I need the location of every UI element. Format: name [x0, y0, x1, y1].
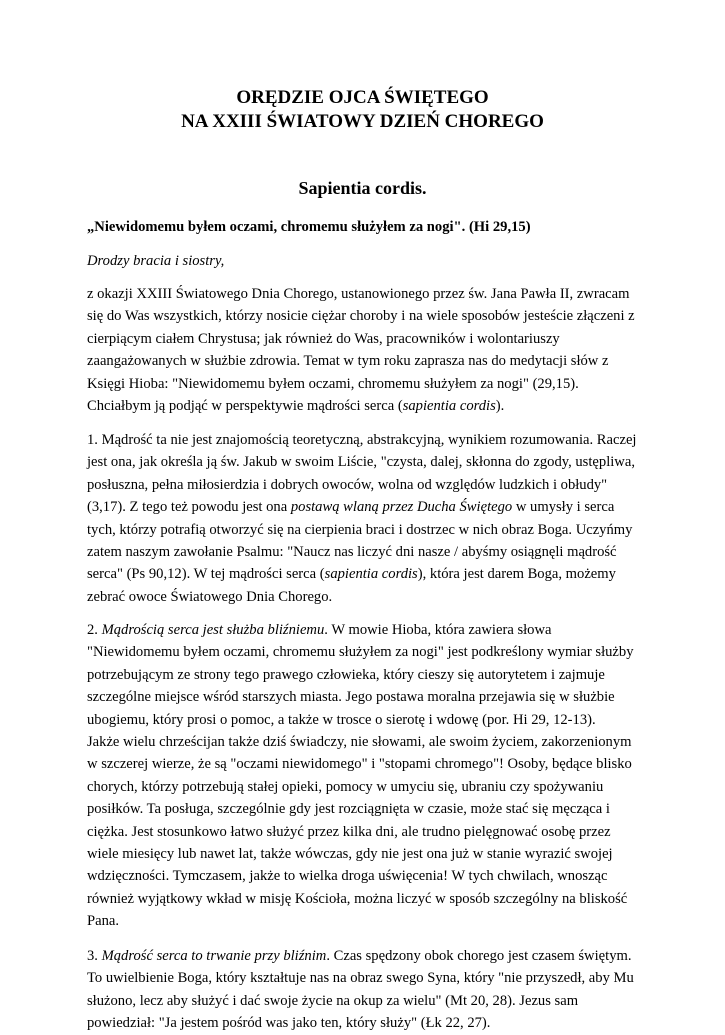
- text-span: 2.: [87, 622, 102, 638]
- text-span: ), która jest darem Boga, możemy: [417, 566, 616, 583]
- text-line: zaangażowanych w służbie zdrowia. Temat w tym roku zaprasza nas do medytacji słów z: [87, 353, 609, 370]
- text-line: wdzięczności. Tymczasem, jakże to wielka droga uświęcenia! W tych chwilach, wnosząc: [87, 868, 608, 885]
- italic-heading: Mądrością serca jest służba bliźniemu: [101, 622, 325, 638]
- text-line: się do Was wszystkich, którzy nosicie ciężar choroby i na wiele sposobów jesteście złączeni z: [87, 308, 635, 325]
- text-line: [87, 496, 647, 518]
- text-line: cierpiącym ciałem Chrystusa; jak również do Was, pracowników i wolontariuszy: [87, 330, 560, 347]
- text-span: serca" (Ps 90,12). W tej mądrości serca (: [87, 566, 325, 583]
- text-span: . W mowie Hioba, która zawiera słowa: [324, 622, 552, 638]
- text-line: [87, 563, 647, 585]
- text-line: służono, lecz aby służyć i dać swoje życie na okup za wielu" (Mt 20, 28). Jezus sam: [87, 992, 579, 1009]
- text-line: To uwielbienie Boga, który kształtuje nas na obraz swego Syna, który "nie przyszedł, aby Mu: [87, 970, 634, 987]
- text-span: Chciałbym ją podjąć w perspektywie mądrości serca (: [87, 397, 403, 414]
- text-line: ubogiemu, który prosi o pomoc, a także w trosce o sierotę i wdowę (por. Hi 29, 12-13).: [87, 711, 596, 728]
- paragraph-1: [87, 429, 647, 608]
- text-line: również wyjątkowy wkład w misję Kościoła, można liczyć w sposób szczególny na bliskość: [87, 890, 628, 907]
- text-span: w umysły i serca: [512, 499, 615, 516]
- document-title: [0, 86, 725, 134]
- text-line: z okazji XXIII Światowego Dnia Chorego, ustanowionego przez św. Jana Pawła II, zwracam: [87, 286, 630, 302]
- text-line: tych, którzy potrafią otworzyć się na cierpienia braci i dostrzec w nich obraz Boga. Uczyńmy: [87, 521, 633, 538]
- text-line: jest ona, jak określa ją św. Jakub w swoim Liście, "czysta, dalej, skłonna do zgody, ustępliwa,: [87, 454, 635, 471]
- text-line: Jakże wielu chrześcijan także dziś świadczy, nie słowami, ale swoim życiem, zakorzenionym: [87, 733, 632, 750]
- text-line: 1. Mądrość ta nie jest znajomością teoretyczną, abstrakcyjną, wynikiem rozumowania. Raczej: [87, 432, 637, 448]
- text-line: "Niewidomemu byłem oczami, chromemu służyłem za nogi" jest podkreślony wymiar służby: [87, 644, 634, 661]
- greeting: Drodzy bracia i siostry,: [87, 253, 225, 269]
- text-line: [87, 395, 647, 417]
- text-line: Księgi Hioba: "Niewidomemu byłem oczami, chromemu służyłem za nogi" (29,15).: [87, 375, 579, 392]
- text-span: . Czas spędzony obok chorego jest czasem świętym.: [326, 948, 632, 964]
- intro-paragraph: [87, 283, 647, 417]
- text-line: potrzebującym ze strony tego prawego człowieka, który cieszy się autorytetem i zajmuje: [87, 666, 605, 683]
- italic-term: sapientia cordis: [324, 566, 418, 583]
- text-line: wiele miesięcy lub nawet lat, także wówczas, gdy nie jest ona już w stanie wyrazić swojej: [87, 845, 613, 862]
- motto: „Niewidomemu byłem oczami, chromemu służyłem za nogi". (Hi 29,15): [87, 219, 531, 235]
- text-line: szczególne miejsce wśród starszych miasta. Jego postawa moralna przejawia się w służbie: [87, 689, 615, 706]
- text-span: 3.: [87, 948, 102, 964]
- document-subtitle: Sapientia cordis.: [298, 178, 427, 198]
- text-span: (3,17). Z tego też powodu jest ona: [87, 499, 291, 516]
- text-line: zatem naszym zawołanie Psalmu: "Naucz nas liczyć dni nasze / abyśmy osiągnęli mądrość: [87, 543, 617, 560]
- text-line: posiłków. Ta posługa, szczególnie gdy jest rozciągnięta w czasie, może stać się męcząca i: [87, 801, 610, 818]
- italic-heading: Mądrość serca to trwanie przy bliźnim: [101, 948, 327, 964]
- paragraph-3: [87, 945, 647, 1035]
- text-line: Pana.: [87, 913, 120, 930]
- text-line: powiedział: "Ja jestem pośród was jako ten, który służy" (Łk 22, 27).: [87, 1015, 491, 1032]
- text-line: zebrać owoce Światowego Dnia Chorego.: [87, 588, 333, 605]
- title-line-1: ORĘDZIE OJCA ŚWIĘTEGO: [236, 87, 489, 108]
- text-line: chorych, którzy potrzebują stałej opieki, pomocy w umyciu się, ubraniu czy spożywaniu: [87, 778, 604, 795]
- text-line: [87, 619, 647, 641]
- text-line: ciężka. Jest stosunkowo łatwo służyć przez kilka dni, ale trudno pielęgnować osobę przez: [87, 823, 611, 840]
- title-line-2: NA XXIII ŚWIATOWY DZIEŃ CHOREGO: [181, 111, 544, 132]
- italic-term: sapientia cordis: [402, 397, 496, 414]
- text-line: w szczerej wierze, że są "oczami niewidomego" i "stopami chromego"! Osoby, będące blisko: [87, 756, 632, 773]
- text-line: posłuszna, pełna miłosierdzia i dobrych owoców, wolna od względów ludzkich i obłudy": [87, 476, 608, 493]
- text-line: [87, 945, 647, 967]
- paragraph-2: [87, 619, 647, 932]
- text-span: ).: [495, 397, 505, 414]
- italic-phrase: postawą wlaną przez Ducha Świętego: [290, 499, 513, 516]
